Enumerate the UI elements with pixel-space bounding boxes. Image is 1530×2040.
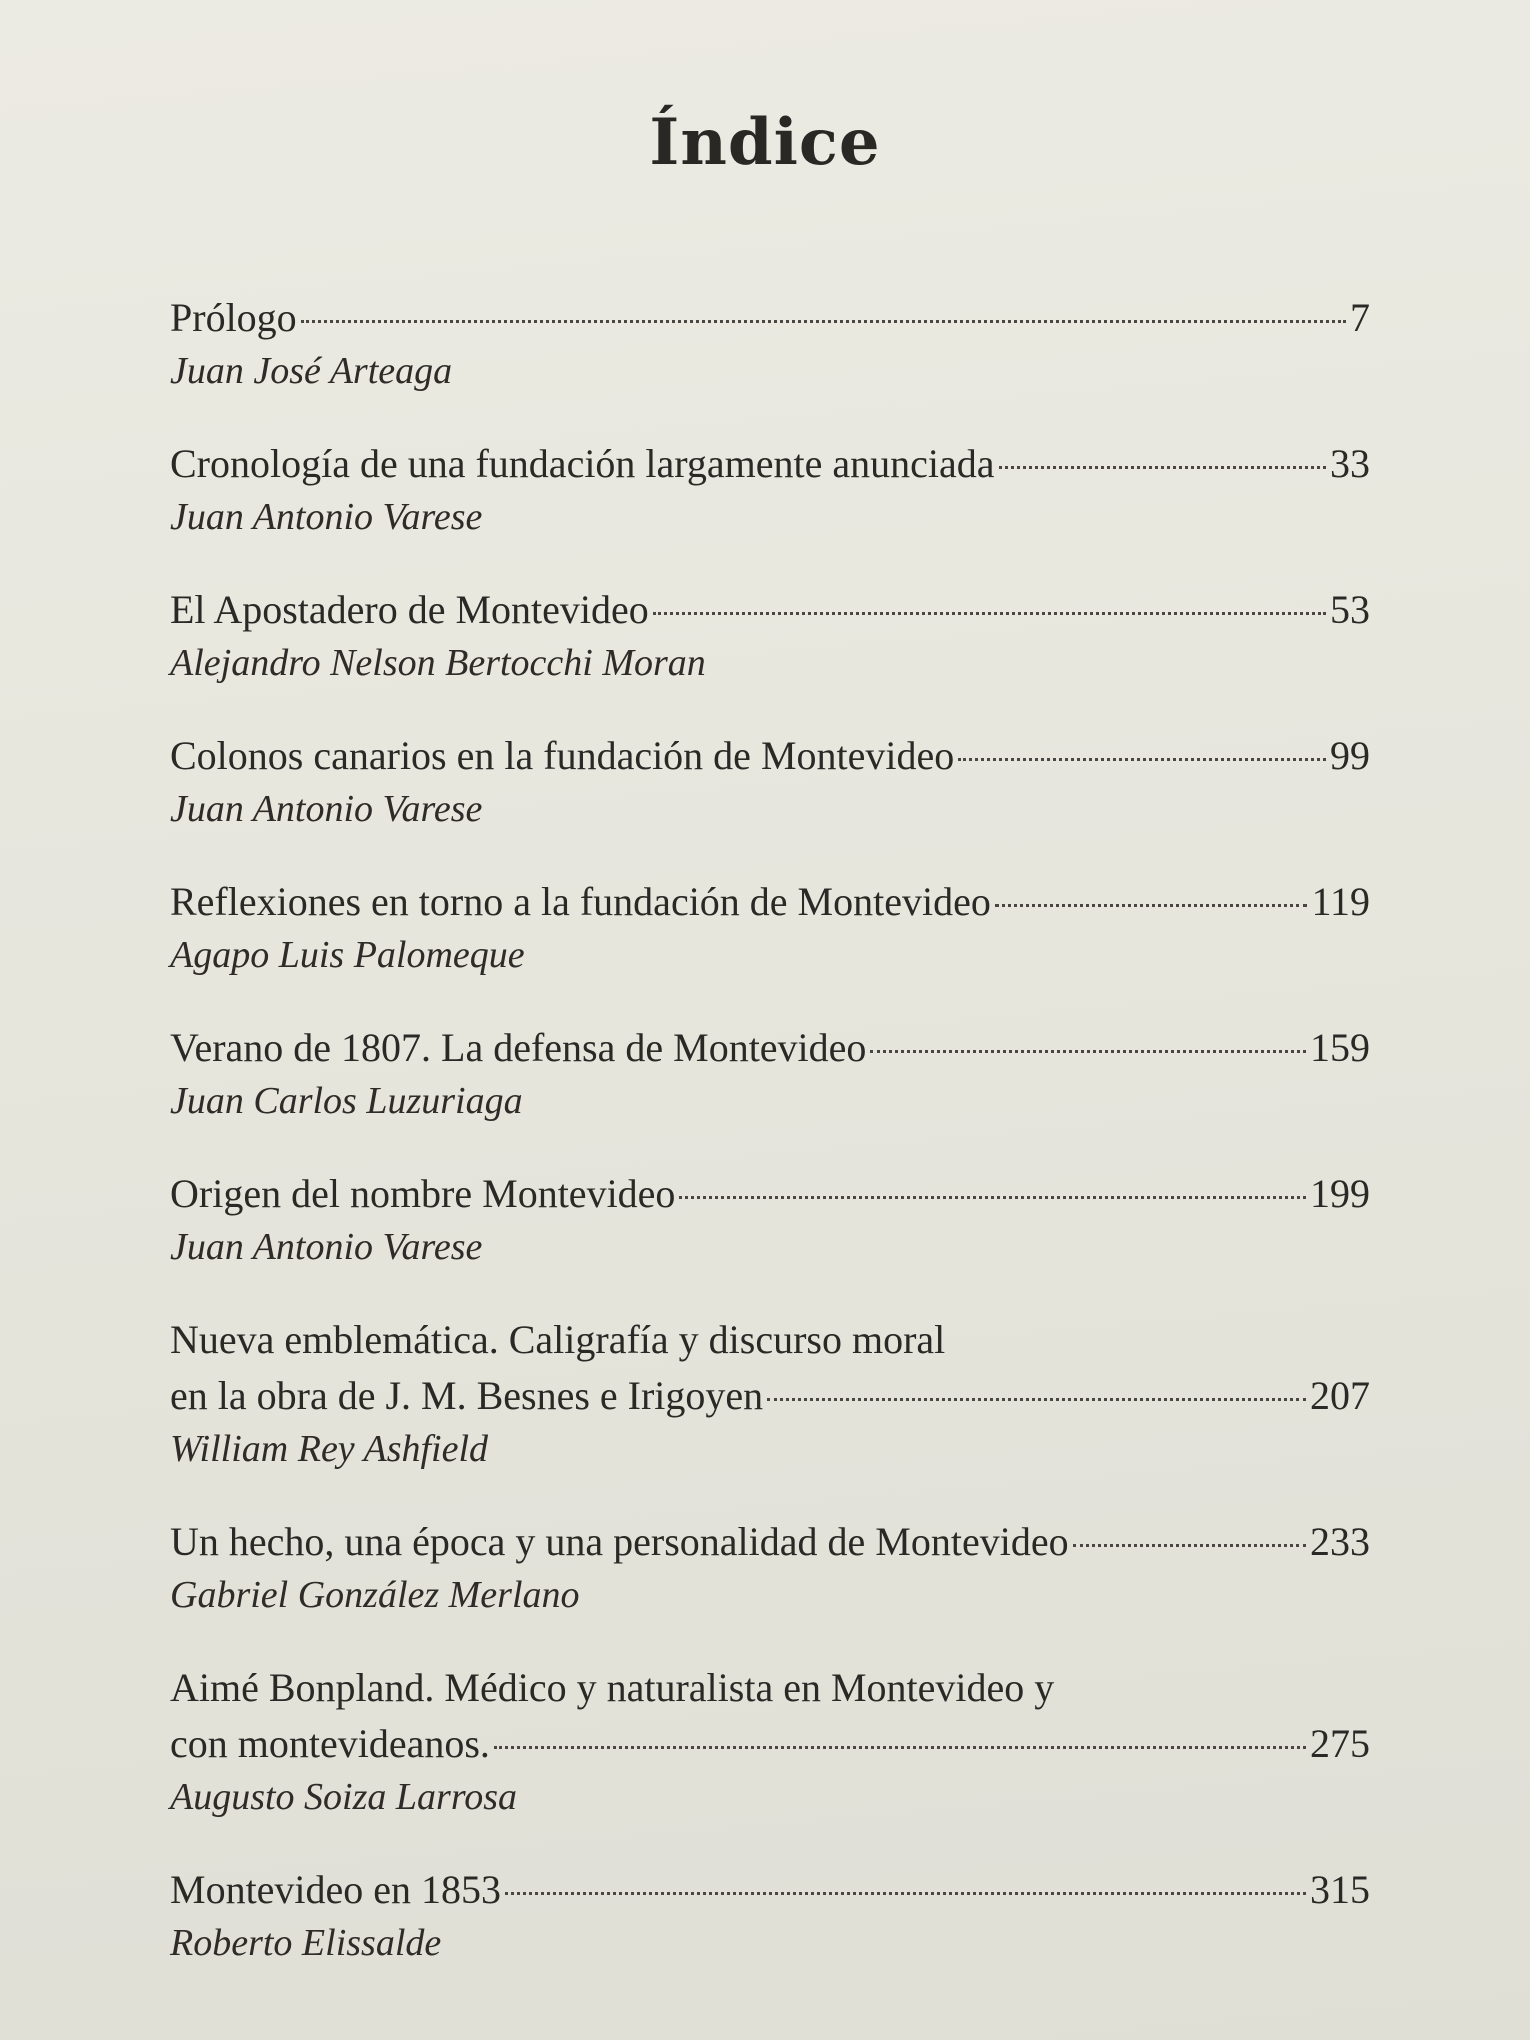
- toc-entry: [170, 1312, 1370, 1474]
- toc-page-number: 275: [1310, 1721, 1370, 1766]
- toc-entry-line: [170, 1862, 1370, 1918]
- dot-leader: [301, 320, 1346, 323]
- dot-leader: [494, 1746, 1306, 1749]
- table-of-contents: [170, 290, 1370, 2008]
- toc-page-number: 119: [1311, 879, 1370, 924]
- toc-page-number: 159: [1310, 1025, 1370, 1070]
- toc-entry-author: Juan Carlos Luzuriaga: [170, 1080, 523, 1122]
- toc-entry-line: [170, 1716, 1370, 1772]
- toc-page-number: 315: [1310, 1867, 1370, 1912]
- dot-leader: [679, 1196, 1306, 1199]
- toc-entry: [170, 1660, 1370, 1822]
- toc-entry-title: Un hecho, una época y una personalidad de Montevideo: [170, 1519, 1069, 1564]
- toc-page-number: 233: [1310, 1519, 1370, 1564]
- toc-entry-title: Origen del nombre Montevideo: [170, 1171, 676, 1216]
- toc-entry-title-line1: Aimé Bonpland. Médico y naturalista en Montevideo y: [170, 1665, 1055, 1710]
- toc-entry-title-line1: Nueva emblemática. Caligrafía y discurso moral: [170, 1317, 946, 1362]
- toc-entry-title: con montevideanos.: [170, 1721, 490, 1766]
- page-title: Índice: [649, 105, 881, 180]
- toc-entry-line: [170, 1368, 1370, 1424]
- toc-entry-author: Juan Antonio Varese: [170, 496, 483, 538]
- dot-leader: [505, 1892, 1306, 1895]
- dot-leader: [995, 904, 1308, 907]
- dot-leader: [999, 466, 1326, 469]
- toc-entry-author: William Rey Ashfield: [170, 1428, 489, 1470]
- toc-entry: [170, 1514, 1370, 1620]
- toc-page-number: 99: [1330, 733, 1370, 778]
- toc-entry: [170, 436, 1370, 542]
- dot-leader: [958, 758, 1326, 761]
- toc-entry: [170, 728, 1370, 834]
- toc-page-number: 7: [1350, 295, 1370, 340]
- toc-page-number: 207: [1310, 1373, 1370, 1418]
- toc-entry-title: Montevideo en 1853: [170, 1867, 502, 1912]
- toc-entry-line: [170, 1166, 1370, 1222]
- toc-entry-title: Cronología de una fundación largamente anunciada: [170, 441, 995, 486]
- toc-entry-author: Juan Antonio Varese: [170, 1226, 483, 1268]
- toc-entry: [170, 1862, 1370, 1968]
- dot-leader: [653, 612, 1326, 615]
- toc-entry-author: Augusto Soiza Larrosa: [170, 1776, 517, 1818]
- toc-entry: [170, 1020, 1370, 1126]
- toc-entry-title: Reflexiones en torno a la fundación de Montevideo: [170, 879, 991, 924]
- dot-leader: [767, 1398, 1306, 1401]
- toc-entry-line: [170, 436, 1370, 492]
- toc-entry-author: Alejandro Nelson Bertocchi Moran: [170, 642, 706, 684]
- toc-page-number: 199: [1310, 1171, 1370, 1216]
- dot-leader: [1073, 1544, 1306, 1547]
- toc-entry-author: Gabriel González Merlano: [170, 1574, 580, 1616]
- toc-entry-title: Verano de 1807. La defensa de Montevideo: [170, 1025, 867, 1070]
- toc-entry-author: Roberto Elissalde: [170, 1922, 442, 1964]
- toc-entry-author: Agapo Luis Palomeque: [170, 934, 525, 976]
- toc-entry-title: en la obra de J. M. Besnes e Irigoyen: [170, 1373, 764, 1418]
- toc-entry-title: El Apostadero de Montevideo: [170, 587, 649, 632]
- toc-page-number: 33: [1330, 441, 1370, 486]
- toc-entry-line: [170, 1020, 1370, 1076]
- toc-entry: [170, 582, 1370, 688]
- toc-entry-line: [170, 728, 1370, 784]
- dot-leader: [870, 1050, 1306, 1053]
- toc-entry-line: [170, 290, 1370, 346]
- toc-entry-author: Juan José Arteaga: [170, 350, 453, 392]
- toc-entry-line: [170, 582, 1370, 638]
- toc-entry: [170, 290, 1370, 396]
- toc-page-number: 53: [1330, 587, 1370, 632]
- toc-entry-author: Juan Antonio Varese: [170, 788, 483, 830]
- toc-entry-line: [170, 874, 1370, 930]
- toc-entry: [170, 874, 1370, 980]
- toc-entry: [170, 1166, 1370, 1272]
- toc-entry-title: Prólogo: [170, 295, 297, 340]
- toc-entry-title: Colonos canarios en la fundación de Montevideo: [170, 733, 955, 778]
- toc-entry-line: [170, 1514, 1370, 1570]
